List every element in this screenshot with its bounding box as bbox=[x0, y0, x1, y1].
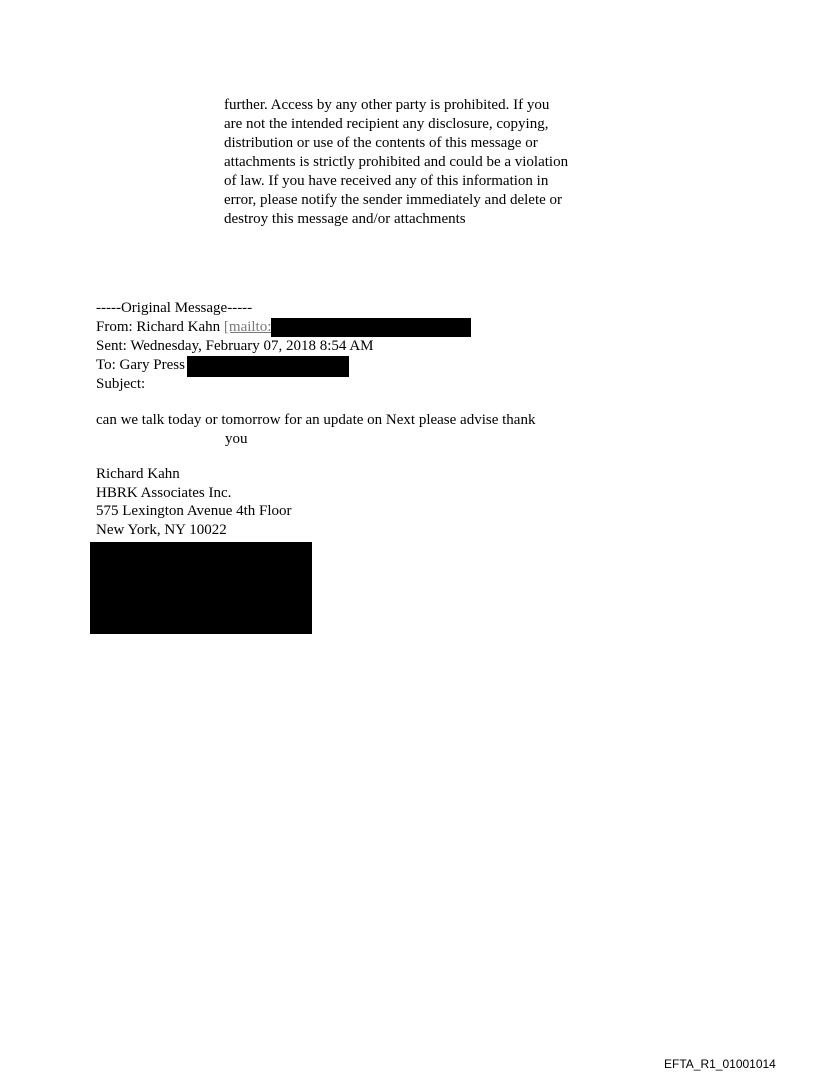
disclaimer-line: further. Access by any other party is prohibited. If you bbox=[224, 97, 550, 113]
bates-number: EFTA_R1_01001014 bbox=[664, 1057, 776, 1071]
message-body-line: you bbox=[225, 431, 248, 447]
signature-block bbox=[96, 465, 292, 539]
disclaimer-line: distribution or use of the contents of this message or bbox=[224, 135, 538, 151]
original-message-header bbox=[96, 299, 471, 394]
redaction-signature-contact bbox=[90, 542, 312, 634]
sent-line: Sent: Wednesday, February 07, 2018 8:54 AM bbox=[96, 338, 374, 354]
disclaimer-line: attachments is strictly prohibited and could be a violation bbox=[224, 154, 569, 170]
message-body-line: can we talk today or tomorrow for an update on Next please advise thank bbox=[96, 412, 536, 428]
redaction-recipient-email bbox=[187, 356, 349, 377]
from-label: From: Richard Kahn bbox=[96, 319, 224, 335]
to-line bbox=[96, 356, 471, 375]
signature-name: Richard Kahn bbox=[96, 466, 180, 482]
from-line bbox=[96, 318, 471, 337]
to-label: To: Gary Press bbox=[96, 357, 185, 373]
disclaimer-line: destroy this message and/or attachments bbox=[224, 211, 466, 227]
signature-city: New York, NY 10022 bbox=[96, 521, 227, 538]
disclaimer-line: error, please notify the sender immediately and delete or bbox=[224, 192, 563, 208]
redaction-email bbox=[271, 318, 471, 337]
disclaimer-line: are not the intended recipient any disclosure, copying, bbox=[224, 116, 549, 132]
subject-line: Subject: bbox=[96, 376, 146, 392]
signature-company: HBRK Associates Inc. bbox=[96, 484, 232, 501]
confidentiality-disclaimer bbox=[224, 96, 604, 229]
signature-street: 575 Lexington Avenue 4th Floor bbox=[96, 503, 292, 519]
disclaimer-line: of law. If you have received any of this information in bbox=[224, 173, 549, 189]
original-message-separator: -----Original Message----- bbox=[96, 300, 253, 316]
mailto-link[interactable]: [mailto: bbox=[223, 319, 272, 335]
message-body bbox=[96, 411, 535, 449]
